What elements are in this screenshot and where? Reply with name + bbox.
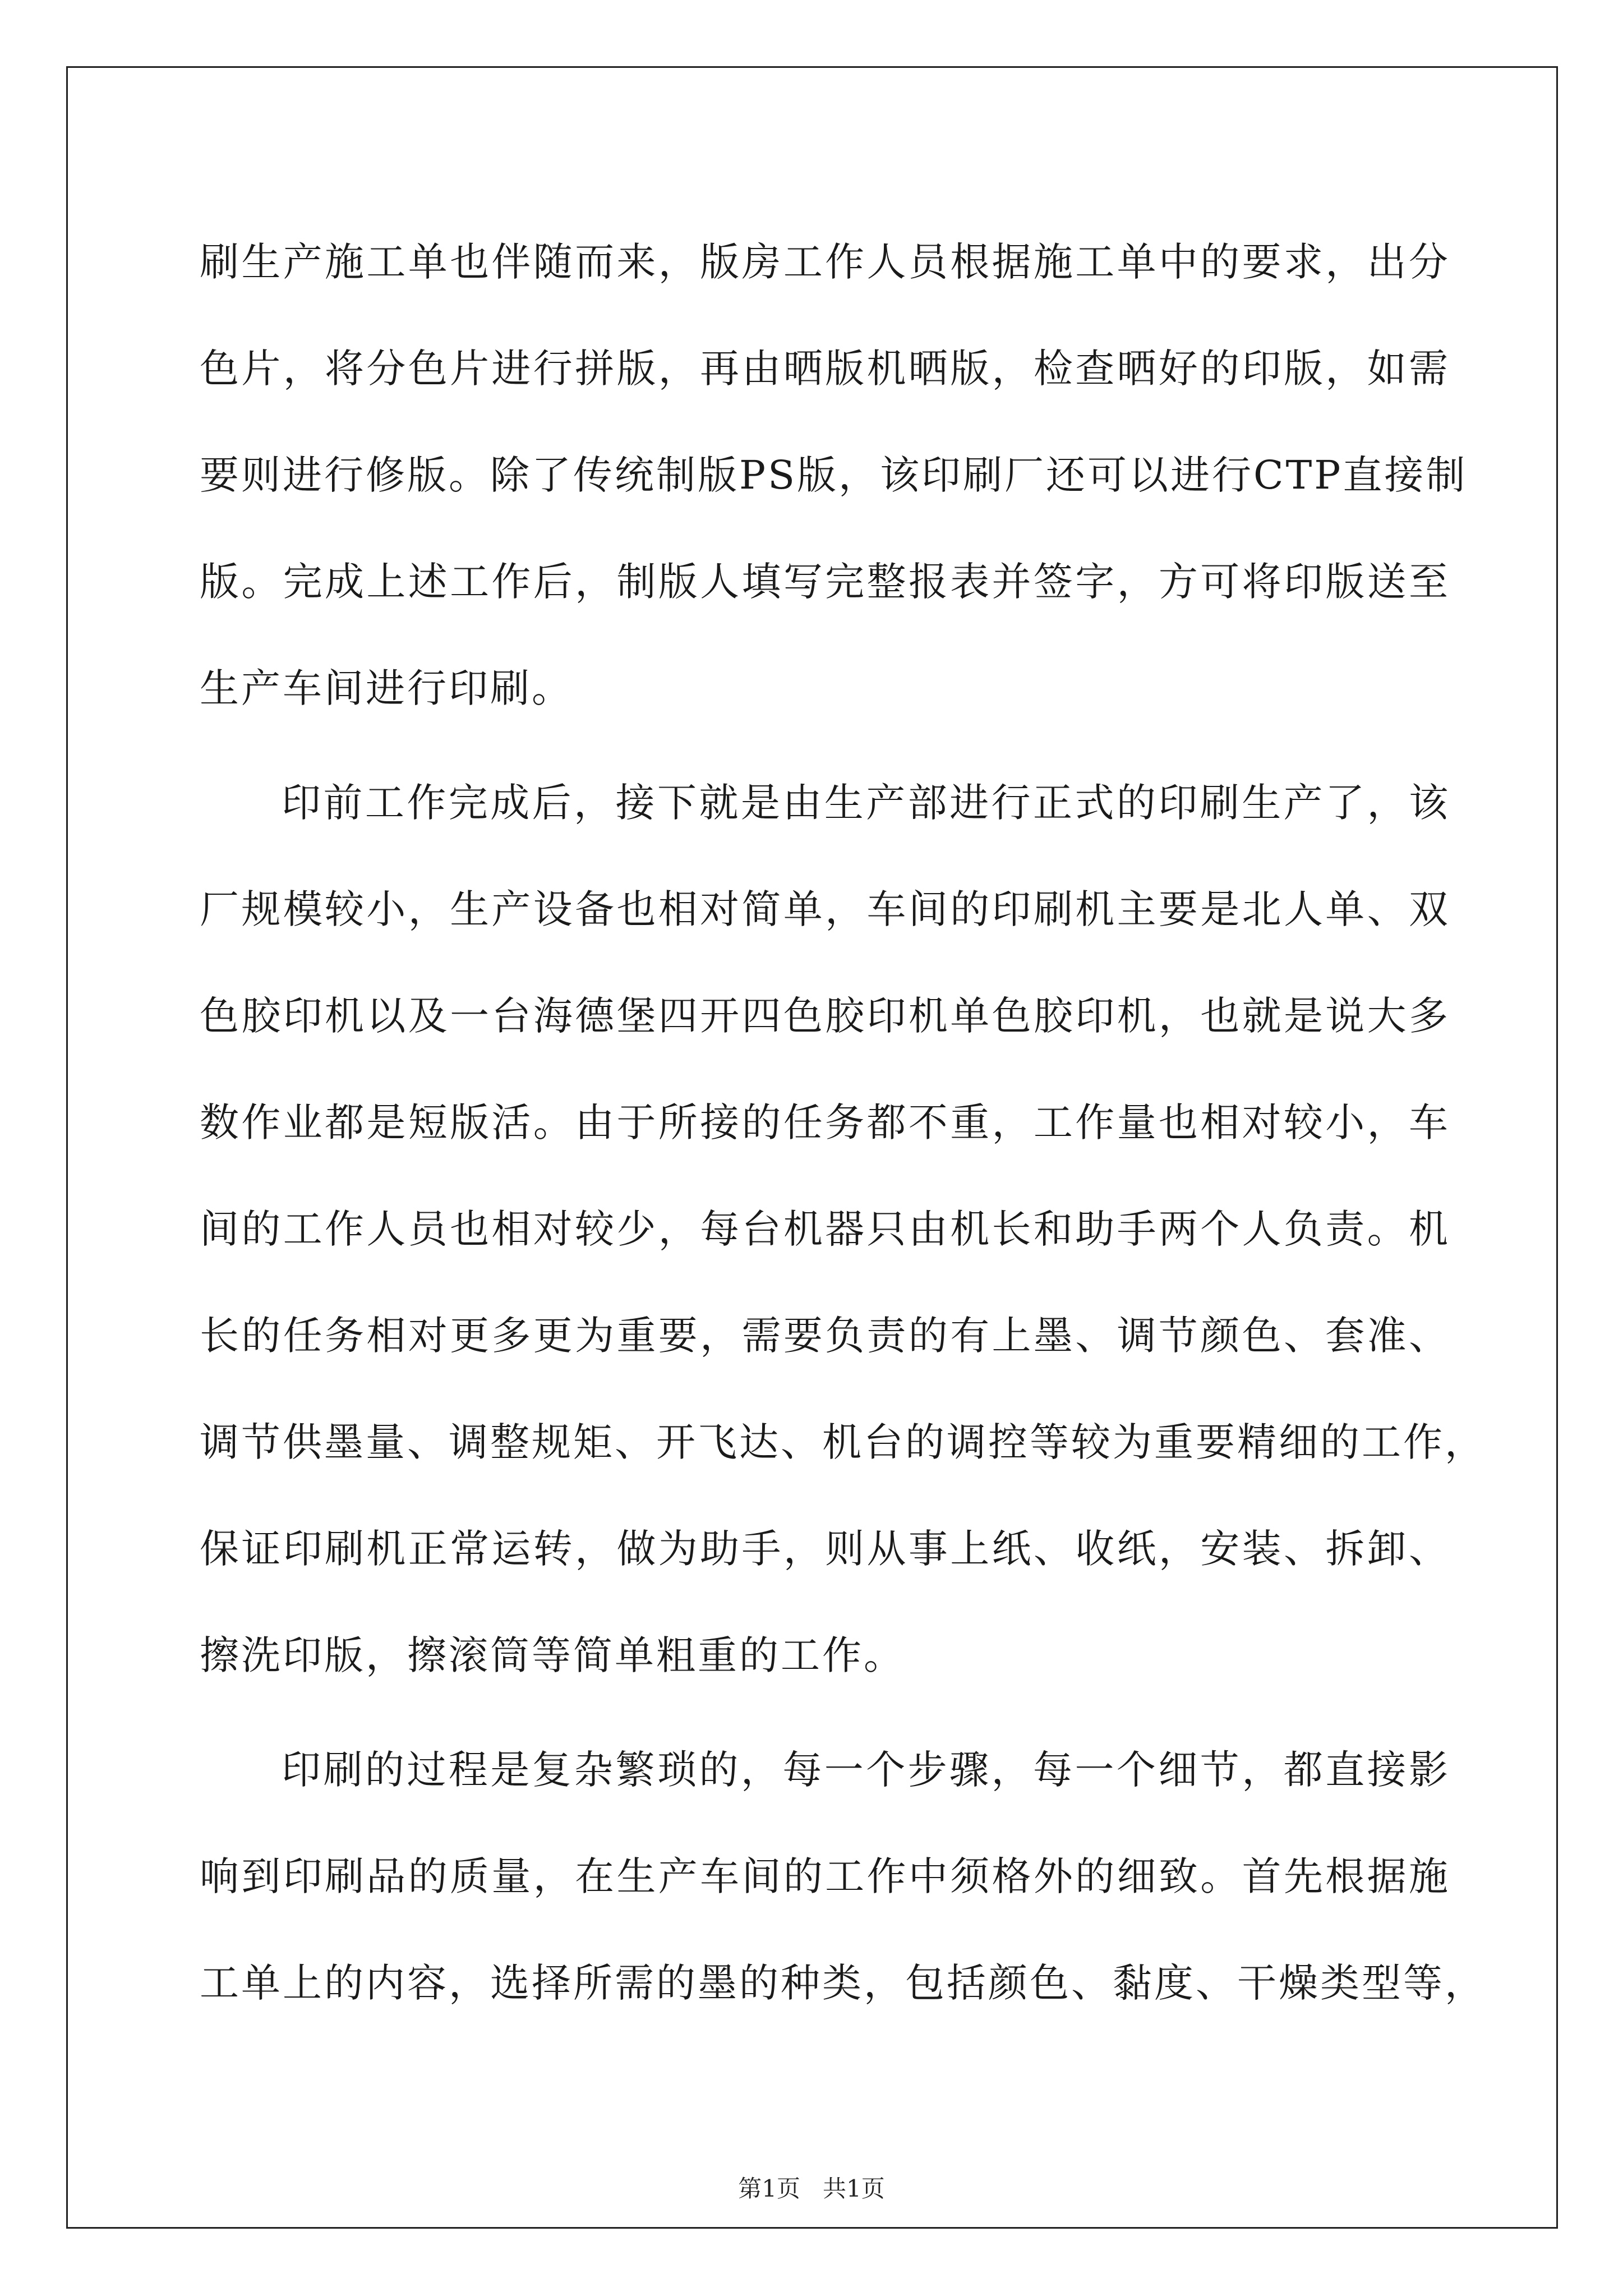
text-line: 版。完成上述工作后，制版人填写完整报表并签字，方可将印版送至 [200,559,1450,605]
text-line: 色片，将分色片进行拼版，再由晒版机晒版，检查晒好的印版，如需 [200,346,1450,392]
text-line: 印前工作完成后，接下就是由生产部进行正式的印刷生产了，该 [282,780,1450,826]
text-line: 生产车间进行印刷。 [200,665,573,711]
page-number: 第1页 [738,2175,800,2202]
text-line: 厂规模较小，生产设备也相对简单，车间的印刷机主要是北人单、双 [200,886,1450,932]
page-total: 共1页 [823,2175,885,2202]
paragraph-1 [200,209,1468,742]
document-body [200,209,1486,2036]
text-line: 工单上的内容，选择所需的墨的种类，包括颜色、黏度、干燥类型等， [200,1960,1486,2006]
text-line: 响到印刷品的质量，在生产车间的工作中须格外的细致。首先根据施 [200,1853,1450,1899]
text-line: 刷生产施工单也伴随而来，版房工作人员根据施工单中的要求，出分 [200,239,1450,285]
text-line: 色胶印机以及一台海德堡四开四色胶印机单色胶印机，也就是说大多 [200,993,1450,1039]
text-line: 擦洗印版，擦滚筒等简单粗重的工作。 [200,1632,905,1678]
text-line: 印刷的过程是复杂繁琐的，每一个步骤，每一个细节，都直接影 [282,1747,1450,1793]
text-line: 间的工作人员也相对较少，每台机器只由机长和助手两个人负责。机 [200,1206,1450,1252]
text-line: 长的任务相对更多更为重要，需要负责的有上墨、调节颜色、套准、 [200,1313,1450,1359]
paragraph-2 [200,749,1486,1709]
text-line: 数作业都是短版活。由于所接的任务都不重，工作量也相对较小，车 [200,1099,1450,1145]
paragraph-3 [200,1717,1486,2036]
page-footer [0,2172,1623,2206]
text-line: 调节供墨量、调整规矩、开飞达、机台的调控等较为重要精细的工作， [200,1419,1486,1465]
text-line: 要则进行修版。除了传统制版PS版，该印刷厂还可以进行CTP直接制 [200,452,1468,498]
text-line: 保证印刷机正常运转，做为助手，则从事上纸、收纸，安装、拆卸、 [200,1526,1450,1572]
